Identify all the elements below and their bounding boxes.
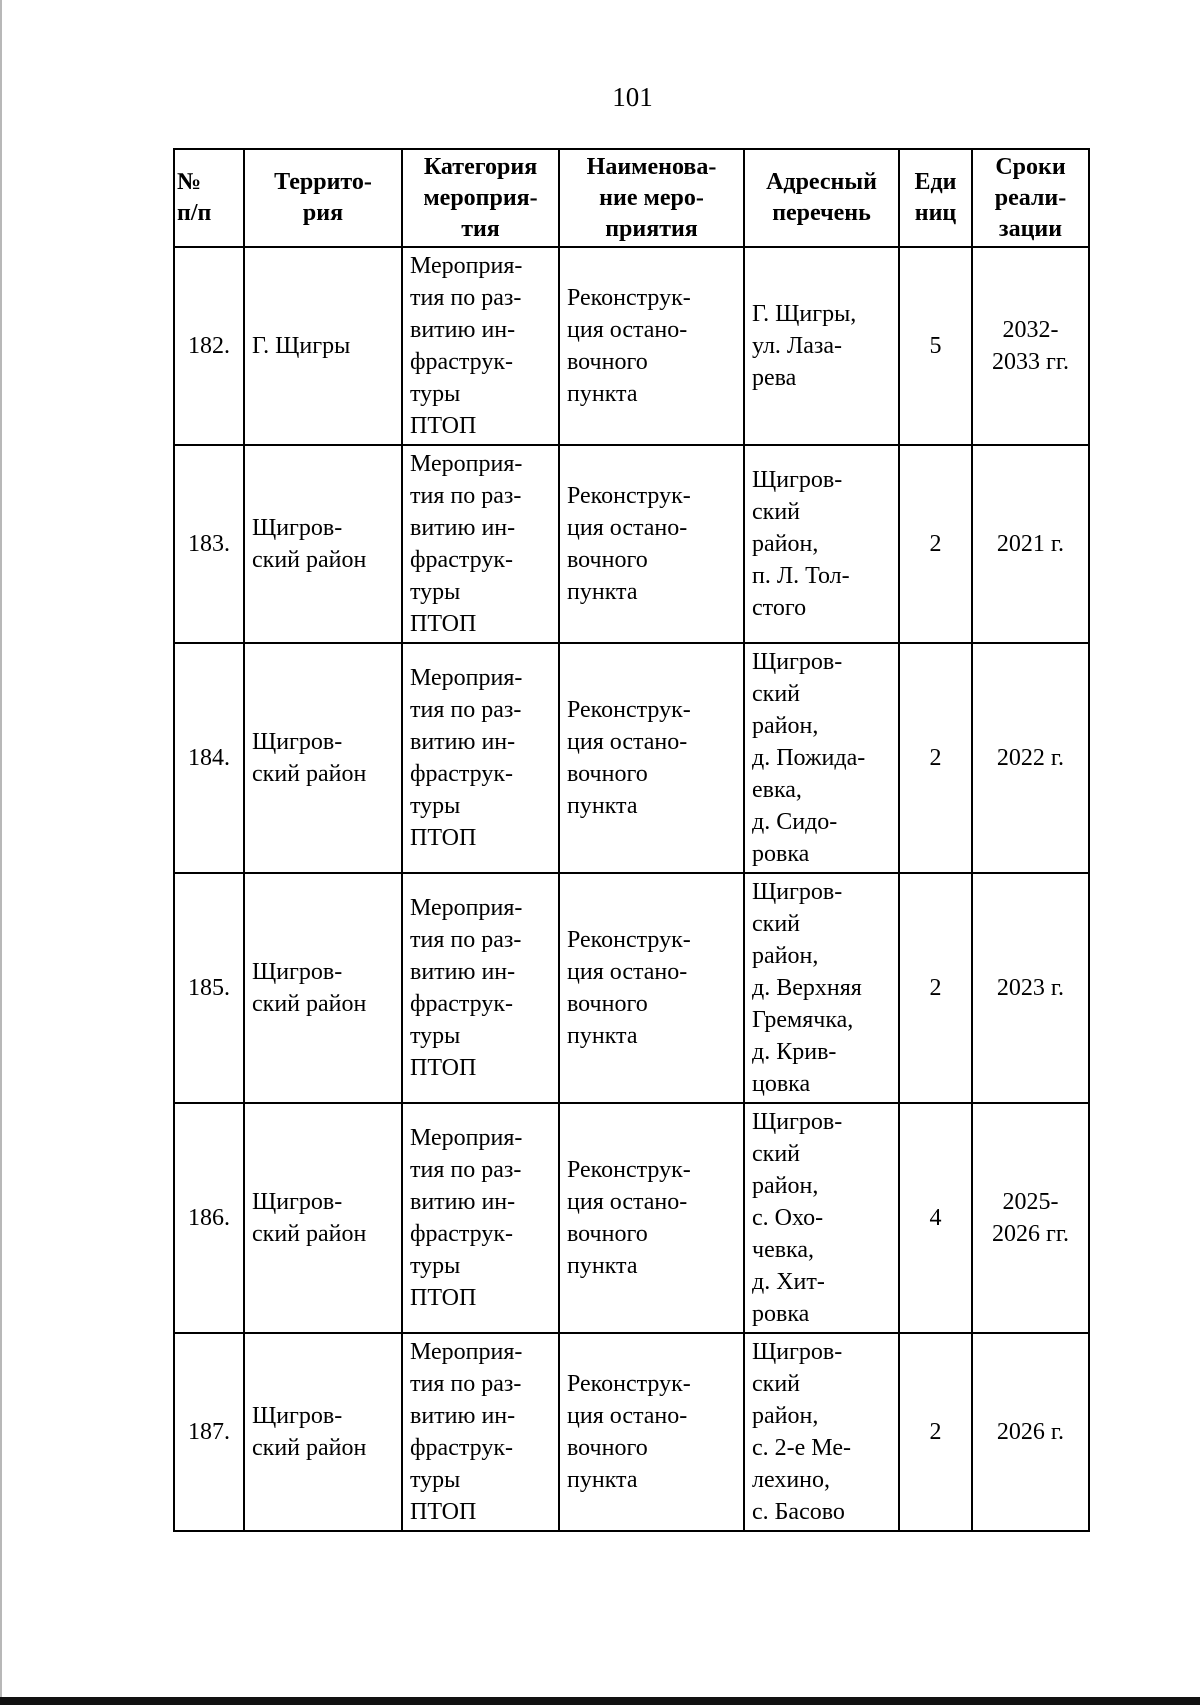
row-name: Реконструк- ция остано- вочного пункта — [559, 873, 744, 1103]
row-territory: Щигров- ский район — [244, 1103, 402, 1333]
header-territory: Террито- рия — [244, 149, 402, 247]
row-units: 2 — [899, 643, 972, 873]
row-address: Щигров- ский район, д. Верхняя Гремячка, д. Крив- цовка — [744, 873, 899, 1103]
row-name: Реконструк- ция остано- вочного пункта — [559, 1103, 744, 1333]
row-units: 4 — [899, 1103, 972, 1333]
row-territory: Щигров- ский район — [244, 445, 402, 643]
table-header-row — [174, 149, 1089, 247]
row-terms: 2032- 2033 гг. — [972, 247, 1089, 445]
events-table — [173, 148, 1090, 1532]
table-row — [174, 247, 1089, 445]
page-number: 101 — [612, 82, 653, 112]
row-units: 2 — [899, 873, 972, 1103]
row-name: Реконструк- ция остано- вочного пункта — [559, 247, 744, 445]
row-terms: 2021 г. — [972, 445, 1089, 643]
row-category: Мероприя- тия по раз- витию ин- фраструк- туры ПТОП — [402, 445, 559, 643]
row-territory: Щигров- ский район — [244, 873, 402, 1103]
header-category: Категория мероприя- тия — [402, 149, 559, 247]
row-category: Мероприя- тия по раз- витию ин- фраструк- туры ПТОП — [402, 643, 559, 873]
row-name: Реконструк- ция остано- вочного пункта — [559, 445, 744, 643]
row-address: Щигров- ский район, п. Л. Тол- стого — [744, 445, 899, 643]
header-units: Еди ниц — [899, 149, 972, 247]
row-address: Г. Щигры, ул. Лаза- рева — [744, 247, 899, 445]
row-category: Мероприя- тия по раз- витию ин- фраструк- туры ПТОП — [402, 247, 559, 445]
row-address: Щигров- ский район, д. Пожида- евка, д. Сидо- ровка — [744, 643, 899, 873]
header-address: Адресный перечень — [744, 149, 899, 247]
row-name: Реконструк- ция остано- вочного пункта — [559, 643, 744, 873]
row-category: Мероприя- тия по раз- витию ин- фраструк- туры ПТОП — [402, 873, 559, 1103]
row-num: 184. — [174, 643, 244, 873]
table-row — [174, 1103, 1089, 1333]
row-units: 5 — [899, 247, 972, 445]
table-row — [174, 1333, 1089, 1531]
row-territory: Щигров- ский район — [244, 1333, 402, 1531]
row-num: 187. — [174, 1333, 244, 1531]
table-row — [174, 873, 1089, 1103]
row-terms: 2023 г. — [972, 873, 1089, 1103]
row-units: 2 — [899, 1333, 972, 1531]
scan-bottom-edge — [0, 1697, 1200, 1705]
table-row — [174, 445, 1089, 643]
row-units: 2 — [899, 445, 972, 643]
header-name: Наименова- ние меро- приятия — [559, 149, 744, 247]
row-num: 185. — [174, 873, 244, 1103]
row-category: Мероприя- тия по раз- витию ин- фраструк- туры ПТОП — [402, 1103, 559, 1333]
row-address: Щигров- ский район, с. Охо- чевка, д. Хит- ровка — [744, 1103, 899, 1333]
row-territory: Г. Щигры — [244, 247, 402, 445]
scan-left-edge — [0, 0, 2, 1705]
row-name: Реконструк- ция остано- вочного пункта — [559, 1333, 744, 1531]
header-num: № п/п — [174, 149, 244, 247]
row-address: Щигров- ский район, с. 2-е Ме- лехино, с. Басово — [744, 1333, 899, 1531]
row-category: Мероприя- тия по раз- витию ин- фраструк- туры ПТОП — [402, 1333, 559, 1531]
table-row — [174, 643, 1089, 873]
row-terms: 2022 г. — [972, 643, 1089, 873]
row-terms: 2025- 2026 гг. — [972, 1103, 1089, 1333]
header-terms: Сроки реали- зации — [972, 149, 1089, 247]
row-territory: Щигров- ский район — [244, 643, 402, 873]
row-num: 183. — [174, 445, 244, 643]
row-num: 182. — [174, 247, 244, 445]
row-terms: 2026 г. — [972, 1333, 1089, 1531]
row-num: 186. — [174, 1103, 244, 1333]
